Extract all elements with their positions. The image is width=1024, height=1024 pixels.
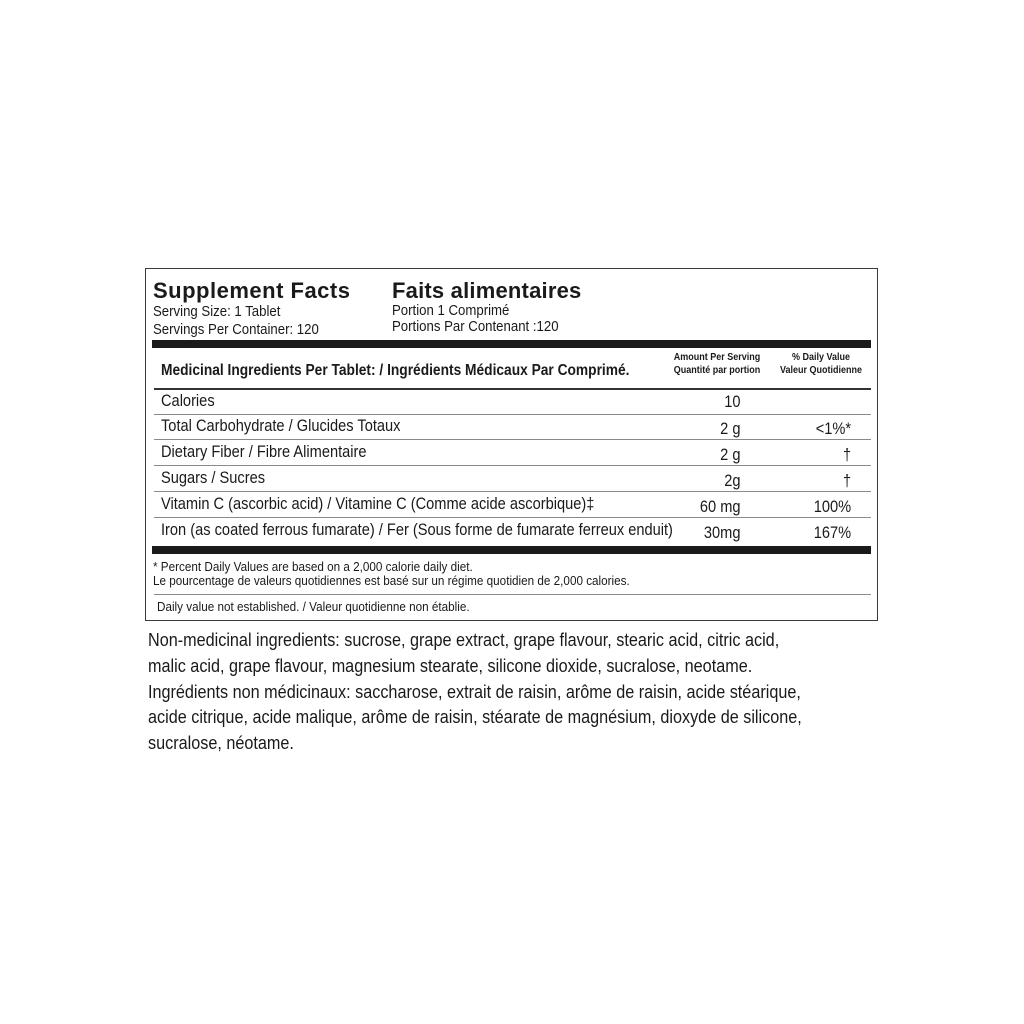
amount-heading-fr: Quantité par portion: [673, 365, 761, 376]
footnote-percent-fr: Le pourcentage de valeurs quotidiennes est basé sur un régime quotidien de 2,000 calories.: [153, 573, 630, 588]
bottom-divider-bar: [152, 546, 871, 554]
row-amount: 60 mg: [699, 497, 741, 516]
row-divider: [154, 439, 871, 440]
row-divider: [154, 414, 871, 415]
row-name: Total Carbohydrate / Glucides Totaux: [161, 416, 401, 435]
title-en: Supplement Facts: [153, 278, 351, 303]
non-medicinal-ingredients: [148, 628, 908, 757]
servings-per-container-en: Servings Per Container: 120: [153, 321, 319, 338]
row-dv: <1%*: [815, 419, 852, 438]
row-divider: [154, 491, 871, 492]
amount-heading-en: Amount Per Serving: [673, 352, 761, 363]
row-name: Dietary Fiber / Fibre Alimentaire: [161, 442, 367, 461]
row-dv: 100%: [813, 497, 852, 516]
footnote-divider: [154, 594, 871, 595]
ingredients-line: acide citrique, acide malique, arôme de raisin, stéarate de magnésium, dioxyde de silicone,: [148, 707, 802, 728]
row-dv: †: [842, 471, 852, 490]
footnote-not-established: Daily value not established. / Valeur quotidienne non établie.: [157, 599, 470, 614]
row-amount: 10: [724, 392, 741, 411]
ingredients-line: Non-medicinal ingredients: sucrose, grape extract, grape flavour, stearic acid, citric acid,: [148, 630, 780, 650]
ingredients-heading: Medicinal Ingredients Per Tablet: / Ingrédients Médicaux Par Comprimé.: [161, 362, 630, 379]
serving-size-fr: Portion 1 Comprimé: [392, 302, 510, 319]
amount-heading: [666, 351, 768, 377]
serving-size-en: Serving Size: 1 Tablet: [153, 303, 281, 320]
dv-heading-en: % Daily Value: [791, 352, 851, 363]
row-divider: [154, 465, 871, 466]
row-dv: 167%: [813, 523, 852, 542]
ingredients-line: sucralose, néotame.: [148, 733, 294, 754]
supplement-facts-panel: [145, 268, 878, 621]
row-amount: 2 g: [720, 419, 741, 438]
heading-divider: [154, 388, 871, 390]
row-amount: 30mg: [703, 523, 741, 542]
row-amount: 2g: [724, 471, 741, 490]
top-divider-bar: [152, 340, 871, 348]
row-amount: 2 g: [720, 445, 741, 464]
ingredients-line: Ingrédients non médicinaux: saccharose, extrait de raisin, arôme de raisin, acide stéarique,: [148, 681, 801, 702]
row-name: Calories: [161, 391, 215, 410]
row-dv: †: [842, 445, 852, 464]
row-name: Iron (as coated ferrous fumarate) / Fer (Sous forme de fumarate ferreux enduit): [161, 520, 673, 539]
row-name: Vitamin C (ascorbic acid) / Vitamine C (Comme acide ascorbique)‡: [161, 494, 595, 513]
dv-heading-fr: Valeur Quotidienne: [779, 365, 863, 376]
servings-per-container-fr: Portions Par Contenant :120: [392, 318, 559, 335]
dv-heading: [771, 351, 871, 377]
ingredients-line: malic acid, grape flavour, magnesium stearate, silicone dioxide, sucralose, neotame.: [148, 655, 753, 676]
row-name: Sugars / Sucres: [161, 468, 266, 487]
title-fr: Faits alimentaires: [392, 278, 582, 303]
footnote-percent-en: * Percent Daily Values are based on a 2,000 calorie daily diet.: [153, 559, 473, 574]
row-divider: [154, 517, 871, 518]
